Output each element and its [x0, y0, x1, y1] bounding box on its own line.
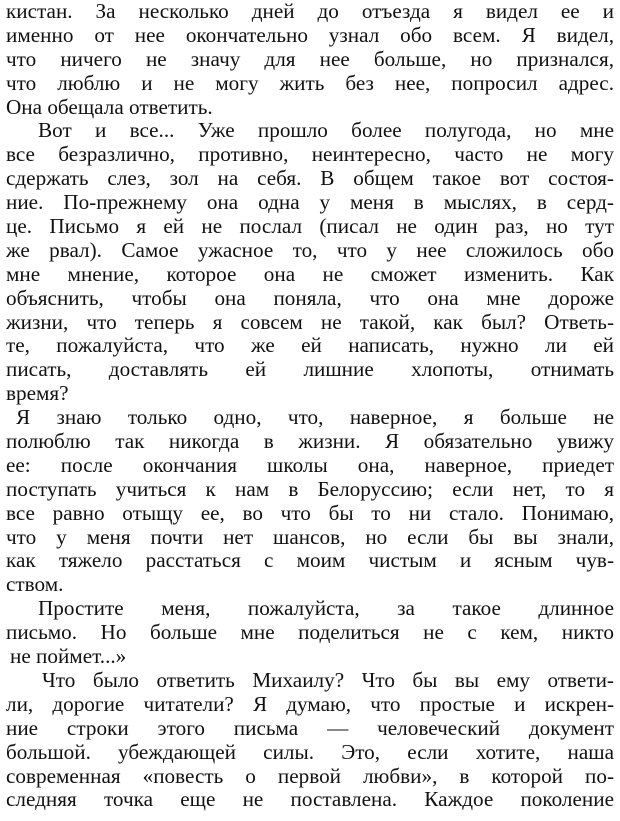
text-line: писать, доставлять ей лишние хлопоты, отнимать — [6, 358, 614, 382]
text-line: все равно отыщу ее, во что бы то ни стало. Понимаю, — [6, 501, 614, 525]
text-line: ством. — [6, 573, 64, 597]
text-line: Вот и все... Уже прошло более полугода, но мне — [38, 119, 614, 143]
text-line: мне мнение, которое она не сможет изменить. Как — [6, 262, 614, 286]
text-line: жизни, что теперь я совсем не такой, как был? Ответь- — [6, 310, 614, 334]
text-line: це. Письмо я ей не послал (писал не один раз, но тут — [6, 215, 614, 239]
text-line: что люблю и не могу жить без нее, попросил адрес. — [6, 71, 614, 95]
text-line: письмо. Но больше мне поделиться не с кем, никто — [6, 621, 614, 645]
text-line: же рвал). Самое ужасное то, что у нее сложилось обо — [6, 238, 614, 262]
text-line: Я знаю только одно, что, наверное, я больше не — [16, 406, 614, 430]
text-line: Она обещала ответить. — [6, 95, 213, 119]
text-line: все безразлично, противно, неинтересно, часто не могу — [6, 143, 614, 167]
text-line: кистан. За несколько дней до отъезда я видел ее и — [6, 0, 614, 23]
text-line: поступать учиться к нам в Белоруссию; если нет, то я — [6, 477, 614, 501]
text-line: время? — [6, 382, 69, 406]
text-line: современная «повесть о первой любви», в которой по- — [6, 764, 614, 788]
text-line: Что было ответить Михаилу? Что бы вы ему ответи- — [42, 668, 614, 692]
text-line: ние. По-прежнему она одна у меня в мыслях, в серд- — [6, 191, 614, 215]
text-line: ние строки этого письма — человеческий документ — [6, 716, 614, 740]
text-line: Простите меня, пожалуйста, за такое длинное — [38, 597, 614, 621]
text-line: не поймет...» — [10, 645, 127, 669]
body-text — [6, 0, 614, 812]
text-line: как тяжело расстаться с моим чистым и ясным чув- — [6, 549, 614, 573]
text-line: ее: после окончания школы она, наверное, приедет — [6, 453, 614, 477]
text-line: объяснить, чтобы она поняла, что она мне дороже — [6, 286, 614, 310]
text-line: полюблю так никогда в жизни. Я обязательно увижу — [6, 430, 614, 454]
text-line: что ничего не значу для нее больше, но признался, — [6, 47, 614, 71]
text-line: именно от нее окончательно узнал обо всем. Я видел, — [6, 23, 614, 47]
text-line: что у меня почти нет шансов, но если бы вы знали, — [6, 525, 614, 549]
text-line: ли, дорогие читатели? Я думаю, что простые и искрен- — [6, 692, 614, 716]
text-line: сдержать слез, зол на себя. В общем такое вот состоя- — [6, 167, 614, 191]
text-line: те, пожалуйста, что же ей написать, нужно ли ей — [6, 334, 614, 358]
text-line: следняя точка еще не поставлена. Каждое поколение — [6, 788, 614, 812]
text-line: большой. убеждающей силы. Это, если хотите, наша — [6, 740, 614, 764]
